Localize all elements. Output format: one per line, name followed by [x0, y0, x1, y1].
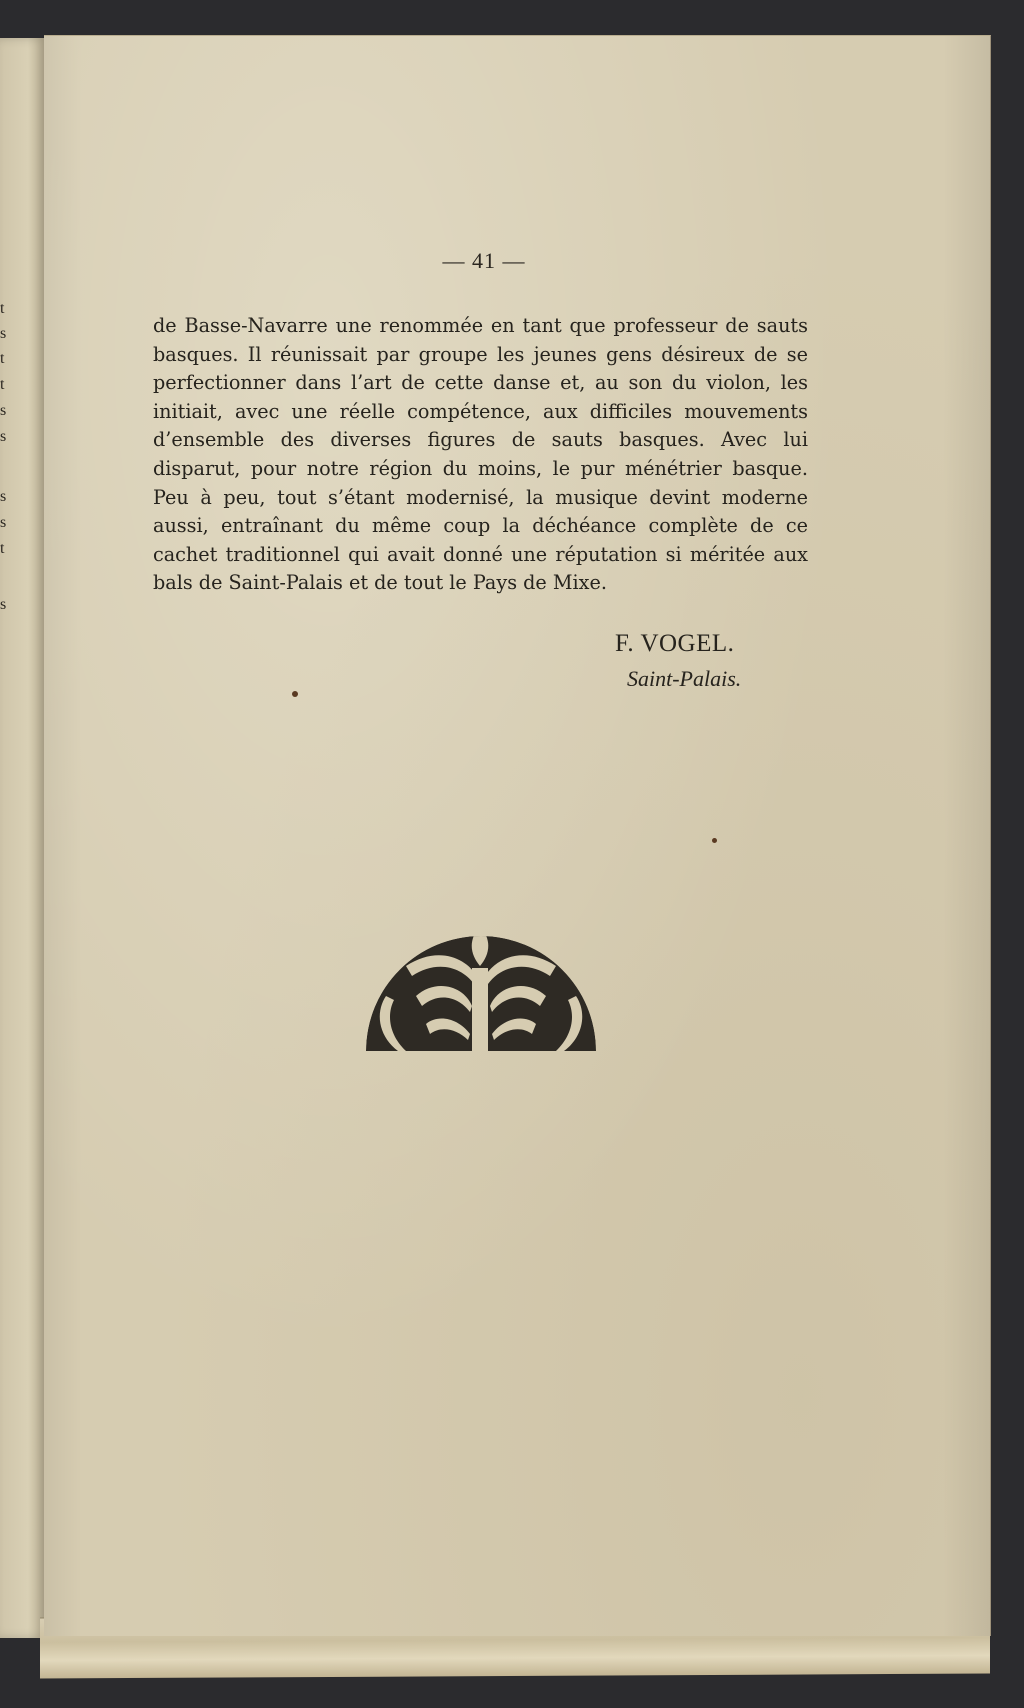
previous-page-fragment: s: [0, 514, 7, 531]
text-line: Peu à peu, tout s’étant modernisé, la musique devint moderne: [153, 485, 808, 509]
leaf-fan-ornament-icon: [366, 926, 596, 1051]
previous-page-fragment: s: [0, 428, 7, 445]
previous-page-fragment: t: [0, 350, 5, 367]
signature-place: Saint-Palais.: [627, 666, 742, 691]
paper-speck: [712, 838, 717, 843]
previous-page-fragment: t: [0, 540, 5, 557]
text-line: aussi, entraînant du même coup la déchéance complète de ce: [153, 514, 808, 538]
body-paragraph: [153, 312, 808, 598]
text-line: basques. Il réunissait par groupe les jeunes gens désireux de se: [153, 342, 808, 366]
page-number: — 41 —: [442, 248, 526, 273]
text-line: initiait, avec une réelle compétence, aux difficiles mouvements: [153, 399, 808, 423]
text-line: d’ensemble des diverses figures de sauts basques. Avec lui: [153, 428, 808, 452]
book-page: [44, 35, 991, 1636]
previous-page-edge: [0, 38, 47, 1638]
previous-page-fragment: s: [0, 325, 7, 342]
previous-page-fragment: t: [0, 376, 5, 393]
text-line: de Basse-Navarre une renommée en tant que professeur de sauts: [153, 314, 808, 337]
previous-page-fragment: s: [0, 596, 7, 613]
paper-speck: [292, 691, 298, 697]
text-line: disparut, pour notre région du moins, le pur ménétrier basque.: [153, 456, 808, 480]
previous-page-fragment: t: [0, 300, 5, 317]
signature-name: F. VOGEL.: [615, 630, 735, 657]
previous-page-fragment: s: [0, 488, 7, 505]
text-line: bals de Saint-Palais et de tout le Pays de Mixe.: [153, 571, 607, 595]
previous-page-fragment: s: [0, 402, 7, 419]
text-line: perfectionner dans l’art de cette danse et, au son du violon, les: [153, 371, 808, 395]
text-line: cachet traditionnel qui avait donné une réputation si méritée aux: [153, 542, 808, 566]
